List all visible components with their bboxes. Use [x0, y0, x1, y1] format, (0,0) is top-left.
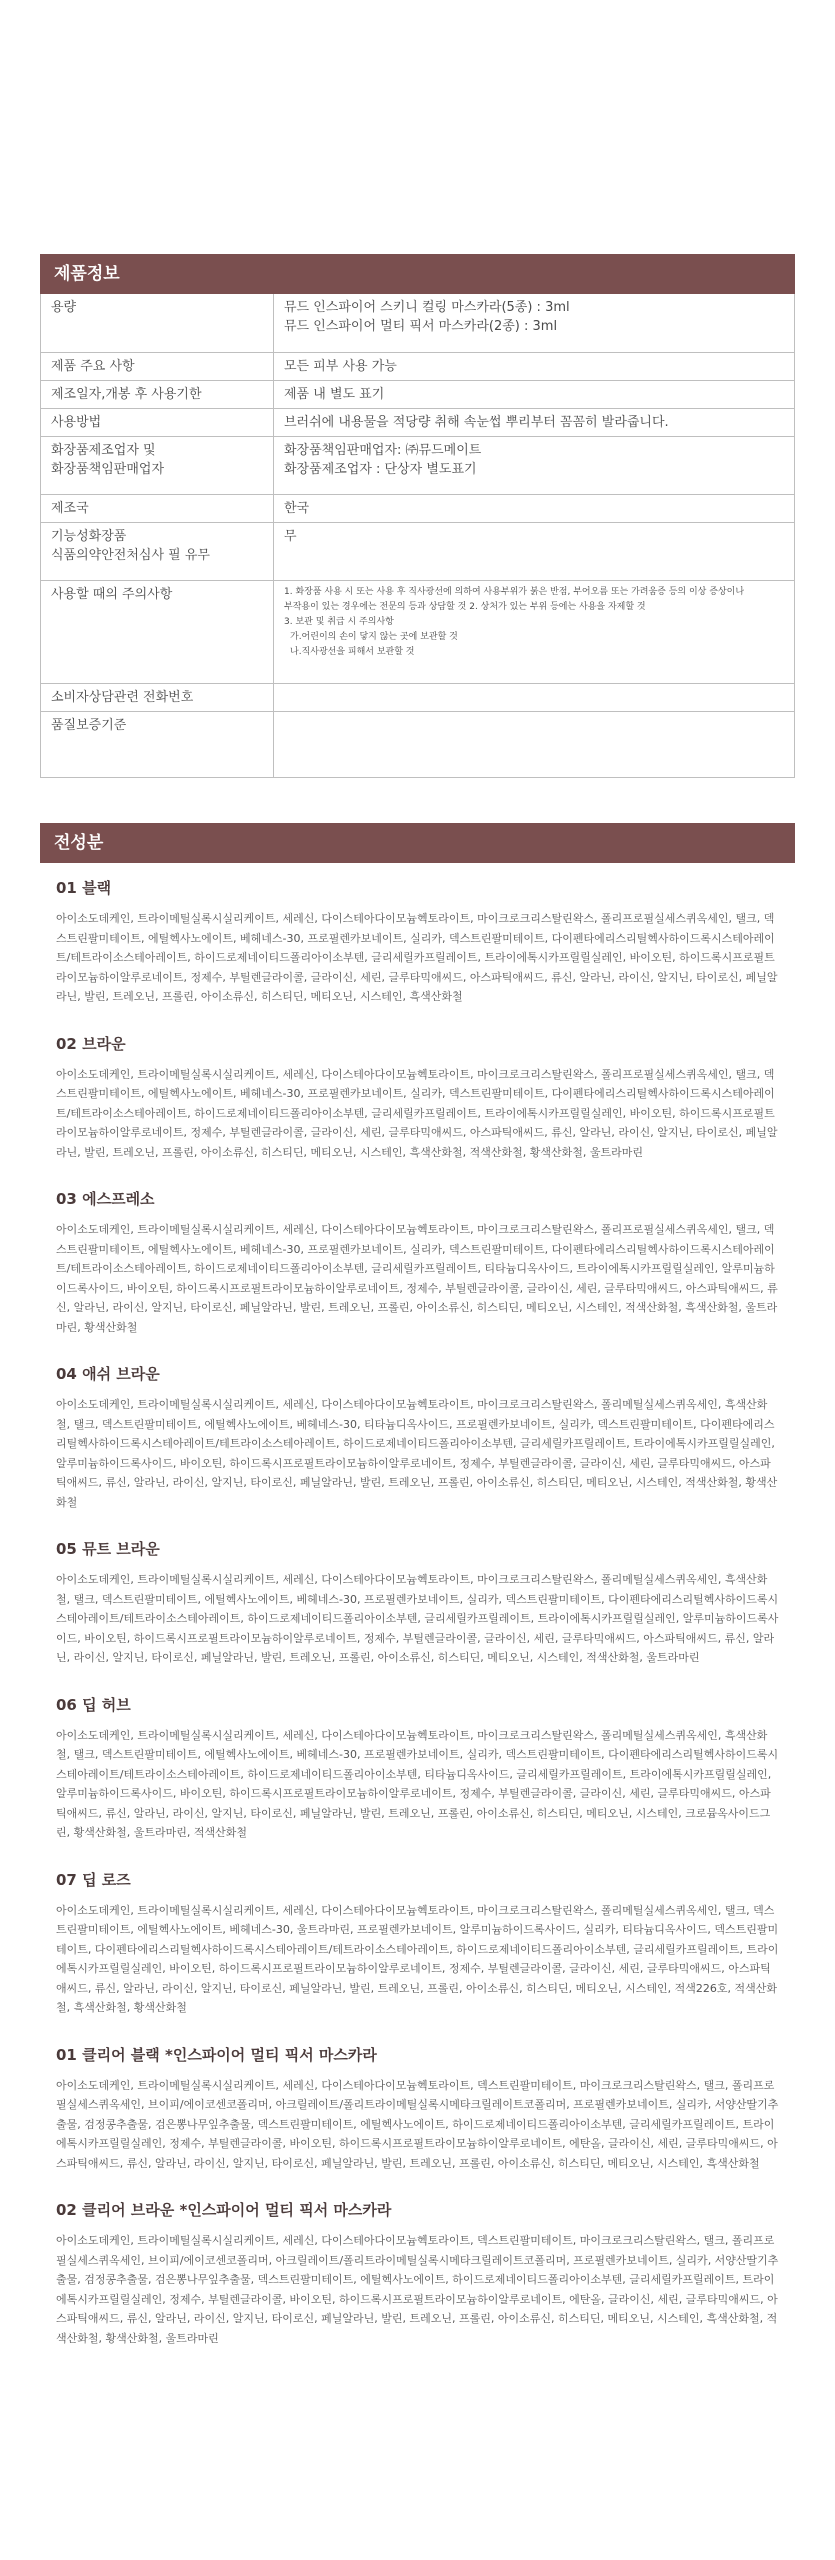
- info-label-line: 제조국: [51, 500, 89, 516]
- info-label: [41, 494, 274, 522]
- product-name: 01 클리어 블랙 *인스파이어 멀티 픽서 마스카라: [56, 2045, 377, 2064]
- ingredient-text: 아이소도데케인, 트라이메틸실록시실리케이트, 세레신, 다이스테아다이모늄헥토라이트, 마이크로크리스탈린왁스, 폴리메틸실세스퀴옥세인, 탤크, 덱스트린팔미테이트, 에틸헥사노에이트, 베헤네스-30, 울트라마린, 프로필렌카보네이트, 알루미늄하이드록사이드, 실리카, 티타늄디옥사이드, 덱스트린팔미테이트, 다이펜타에리스리틸헥사하이드록시스테아레이트/테트라이소스테아레이트, 하이드로제네이티드폴리아이소부텐, 글리세릴카프릴레이트, 트라이에톡시카프릴릴실레인, 바이오틴, 하이드록시프로필트라이모늄하이알루로네이트, 정제수, 부틸렌글라이콜, 글라이신, 세린, 글루타믹애씨드, 아스파틱애씨드, 류신, 알라닌, 라이신, 알지닌, 타이로신, 페닐알라닌, 발린, 트레오닌, 프롤린, 아이소류신, 히스티딘, 메티오닌, 시스테인, 적색226호, 적색산화철, 흑색산화철, 황색산화철: [56, 1903, 779, 2014]
- info-label-line: 사용방법: [51, 414, 102, 430]
- ingredient-block: [56, 1363, 779, 1512]
- product-info-header: 제품정보: [40, 254, 795, 294]
- ingredient-text: 아이소도데케인, 트라이메틸실록시실리케이트, 세레신, 다이스테아다이모늄헥토라이트, 마이크로크리스탈린왁스, 폴리프로필실세스퀴옥세인, 탤크, 덱스트린팔미테이트, 에틸헥사노에이트, 베헤네스-30, 프로필렌카보네이트, 실리카, 덱스트린팔미테이트, 다이펜타에리스리틸헥사하이드록시스테아레이트/테트라이소스테아레이트, 하이드로제네이티드폴리아이소부텐, 글리세릴카프릴레이트, 티타늄디옥사이드, 트라이에톡시카프릴릴실레인, 알루미늄하이드록사이드, 바이오틴, 하이드록시프로필트라이모늄하이알루로네이트, 정제수, 부틸렌글라이콜, 글라이신, 세린, 글루타믹애씨드, 아스파틱애씨드, 류신, 알라닌, 라이신, 알지닌, 타이로신, 페닐알라닌, 발린, 트레오닌, 프롤린, 아이소류신, 히스티딘, 메티오닌, 시스테인, 적색산화철, 흑색산화철, 울트라마린, 황색산화철: [56, 1223, 778, 1334]
- info-row: [41, 294, 795, 352]
- info-label: [41, 711, 274, 777]
- info-label: [41, 683, 274, 711]
- ingredient-text: 아이소도데케인, 트라이메틸실록시실리케이트, 세레신, 다이스테아다이모늄헥토라이트, 덱스트린팔미테이트, 마이크로크리스탈린왁스, 탤크, 폴리프로필실세스퀴옥세인, 브이피/에이코센코폴리머, 아크릴레이트/폴리트라이메틸실록시메타크릴레이트코폴리머, 프로필렌카보네이트, 실리카, 서양산딸기추출물, 검정콩추출물, 검은뽕나무잎추출물, 덱스트린팔미테이트, 에틸헥사노에이트, 하이드로제네이티드폴리아이소부텐, 글리세릴카프릴레이트, 트라이에톡시카프릴릴실레인, 정제수, 부틸렌글라이콜, 바이오틴, 하이드록시프로필트라이모늄하이알루로네이트, 에탄올, 글라이신, 세린, 글루타믹애씨드, 아스파틱애씨드, 류신, 알라닌, 라이신, 알지닌, 타이로신, 페닐알라닌, 발린, 트레오닌, 프롤린, 아이소류신, 히스티딘, 메티오닌, 시스테인, 흑색산화철: [56, 2078, 779, 2170]
- info-value-line: 뮤드 인스파이어 스키니 컬링 마스카라(5종) : 3ml: [284, 300, 570, 315]
- info-value: [274, 683, 795, 711]
- info-label-line: 사용할 때의 주의사항: [51, 586, 173, 602]
- info-value-line: 브러쉬에 내용물을 적당량 취해 속눈썹 뿌리부터 꼼꼼히 발라줍니다.: [284, 414, 669, 430]
- info-value: [274, 408, 795, 436]
- ingredient-block: [56, 2199, 779, 2348]
- info-label-line: 화장품책임판매업자: [51, 461, 165, 477]
- info-row: [41, 522, 795, 580]
- ingredient-text: 아이소도데케인, 트라이메틸실록시실리케이트, 세레신, 다이스테아다이모늄헥토라이트, 마이크로크리스탈린왁스, 폴리메틸실세스퀴옥세인, 흑색산화철, 탤크, 덱스트린팔미테이트, 에틸헥사노에이트, 베헤네스-30, 프로필렌카보네이트, 실리카, 덱스트린팔미테이트, 다이펜타에리스리틸헥사하이드록시스테아레이트/테트라이소스테아레이트, 하이드로제네이티드폴리아이소부텐, 글리세릴카프릴레이트, 트라이에톡시카프릴릴실레인, 알루미늄하이드록사이드, 바이오틴, 하이드록시프로필트라이모늄하이알루로네이트, 정제수, 부틸렌글라이콜, 글라이신, 세린, 글루타믹애씨드, 아스파틱애씨드, 류신, 알라닌, 라이신, 알지닌, 타이로신, 페닐알라닌, 발린, 트레오닌, 프롤린, 아이소류신, 히스티딘, 메티오닌, 시스테인, 적색산화철, 울트라마린: [56, 1573, 779, 1664]
- info-value: [274, 352, 795, 380]
- info-value: [274, 711, 795, 777]
- info-row: [41, 352, 795, 380]
- info-row: [41, 683, 795, 711]
- info-value: [274, 294, 795, 352]
- product-name: 07 딥 로즈: [56, 1870, 131, 1889]
- info-value-line: 나.직사광선을 피해서 보관할 것: [290, 646, 415, 657]
- product-name: 03 에스프레소: [56, 1190, 155, 1208]
- info-label-line: 용량: [51, 300, 77, 315]
- info-value-line: 3. 보관 및 취급 시 주의사항: [284, 616, 394, 627]
- info-label: [41, 436, 274, 494]
- info-row: [41, 380, 795, 408]
- info-value: [274, 436, 795, 494]
- product-name: 05 뮤트 브라운: [56, 1540, 160, 1558]
- ingredient-block: [56, 877, 779, 1007]
- info-value: [274, 522, 795, 580]
- info-label-line: 품질보증기준: [51, 717, 127, 733]
- info-value-line: 무: [284, 528, 297, 544]
- info-label: [41, 352, 274, 380]
- product-name: 02 클리어 브라운 *인스파이어 멀티 픽서 마스카라: [56, 2201, 392, 2219]
- info-label-line: 제조일자,개봉 후 사용기한: [51, 386, 202, 402]
- info-value-line: 화장품책임판매업자: ㈜뮤드메이트: [284, 442, 482, 458]
- info-value: [274, 580, 795, 683]
- ingredient-block: [56, 1033, 779, 1163]
- info-label: [41, 408, 274, 436]
- info-row: [41, 494, 795, 522]
- ingredient-text: 아이소도데케인, 트라이메틸실록시실리케이트, 세레신, 다이스테아다이모늄헥토라이트, 마이크로크리스탈린왁스, 폴리프로필실세스퀴옥세인, 탤크, 덱스트린팔미테이트, 에틸헥사노에이트, 베헤네스-30, 프로필렌카보네이트, 실리카, 덱스트린팔미테이트, 다이펜타에리스리틸헥사하이드록시스테아레이트/테트라이소스테아레이트, 하이드로제네이티드폴리아이소부텐, 글리세릴카프릴레이트, 트라이에톡시카프릴릴실레인, 바이오틴, 하이드록시프로필트라이모늄하이알루로네이트, 정제수, 부틸렌글라이콜, 글라이신, 세린, 글루타믹애씨드, 아스파틱애씨드, 류신, 알라닌, 라이신, 알지닌, 타이로신, 페닐알라닌, 발린, 트레오닌, 프롤린, 아이소류신, 히스티딘, 메티오닌, 시스테인, 흑색산화철, 적색산화철, 황색산화철, 울트라마린: [56, 1067, 778, 1159]
- info-label: [41, 294, 274, 352]
- info-value-line: 제품 내 별도 표기: [284, 386, 385, 402]
- info-value-line: 1. 화장품 사용 시 또는 사용 후 직사광선에 의하여 사용부위가 붉은 반점, 부어오름 또는 가려움증 등의 이상 증상이나: [284, 586, 745, 597]
- product-name: 06 딥 허브: [56, 1695, 131, 1714]
- info-label: [41, 380, 274, 408]
- info-value-line: 뮤드 인스파이어 멀티 픽서 마스카라(2종) : 3ml: [284, 319, 558, 334]
- info-label-line: 기능성화장품: [51, 528, 127, 544]
- info-value-line: 한국: [284, 500, 310, 516]
- info-label-line: 식품의약안전처심사 필 유무: [51, 547, 210, 563]
- ingredient-text: 아이소도데케인, 트라이메틸실록시실리케이트, 세레신, 다이스테아다이모늄헥토라이트, 덱스트린팔미테이트, 마이크로크리스탈린왁스, 탤크, 폴리프로필실세스퀴옥세인, 브이피/에이코센코폴리머, 아크릴레이트/폴리트라이메틸실록시메타크릴레이트코폴리머, 프로필렌카보네이트, 실리카, 서양산딸기추출물, 검정콩추출물, 검은뽕나무잎추출물, 덱스트린팔미테이트, 에틸헥사노에이트, 하이드로제네이티드폴리아이소부텐, 글리세릴카프릴레이트, 트라이에톡시카프릴릴실레인, 정제수, 부틸렌글라이콜, 바이오틴, 하이드록시프로필트라이모늄하이알루로네이트, 에탄올, 글라이신, 세린, 글루타믹애씨드, 아스파틱애씨드, 류신, 알라닌, 라이신, 알지닌, 타이로신, 페닐알라닌, 발린, 트레오닌, 프롤린, 아이소류신, 히스티딘, 메티오닌, 시스테인, 흑색산화철, 적색산화철, 황색산화철, 울트라마린: [56, 2234, 779, 2345]
- info-value-line: 부작용이 있는 경우에는 전문의 등과 상담할 것 2. 상처가 있는 부위 등에는 사용을 자제할 것: [284, 601, 646, 612]
- info-value: [274, 494, 795, 522]
- ingredient-block: [56, 2044, 779, 2174]
- ingredient-block: [56, 1869, 779, 2018]
- ingredients-header: 전성분: [40, 823, 795, 863]
- ingredient-text: 아이소도데케인, 트라이메틸실록시실리케이트, 세레신, 다이스테아다이모늄헥토라이트, 마이크로크리스탈린왁스, 폴리프로필실세스퀴옥세인, 탤크, 덱스트린팔미테이트, 에틸헥사노에이트, 베헤네스-30, 프로필렌카보네이트, 실리카, 덱스트린팔미테이트, 다이펜타에리스리틸헥사하이드록시스테아레이트/테트라이소스테아레이트, 하이드로제네이티드폴리아이소부텐, 글리세릴카프릴레이트, 트라이에톡시카프릴릴실레인, 바이오틴, 하이드록시프로필트라이모늄하이알루로네이트, 정제수, 부틸렌글라이콜, 글라이신, 세린, 글루타믹애씨드, 아스파틱애씨드, 류신, 알라닌, 라이신, 알지닌, 타이로신, 페닐알라닌, 발린, 트레오닌, 프롤린, 아이소류신, 히스티딘, 메티오닌, 시스테인, 흑색산화철: [56, 912, 778, 1003]
- info-value-line: 가.어린이의 손이 닿지 않는 곳에 보관할 것: [290, 631, 458, 642]
- ingredient-block: [56, 1188, 779, 1337]
- info-row: [41, 711, 795, 777]
- info-value-line: 화장품제조업자 : 단상자 별도표기: [284, 461, 477, 477]
- info-value-line: 모든 피부 사용 가능: [284, 358, 397, 374]
- product-name: 04 애쉬 브라운: [56, 1365, 160, 1383]
- ingredients-list: [40, 863, 795, 2374]
- product-name: 02 브라운: [56, 1034, 126, 1053]
- info-label: [41, 522, 274, 580]
- ingredient-text: 아이소도데케인, 트라이메틸실록시실리케이트, 세레신, 다이스테아다이모늄헥토라이트, 마이크로크리스탈린왁스, 폴리메틸실세스퀴옥세인, 흑색산화철, 탤크, 덱스트린팔미테이트, 에틸헥사노에이트, 베헤네스-30, 티타늄디옥사이드, 프로필렌카보네이트, 실리카, 덱스트린팔미테이트, 다이펜타에리스리틸헥사하이드록시스테아레이트/테트라이소스테아레이트, 하이드로제네이티드폴리아이소부텐, 글리세릴카프릴레이트, 트라이에톡시카프릴릴실레인, 알루미늄하이드록사이드, 바이오틴, 하이드록시프로필트라이모늄하이알루로네이트, 정제수, 부틸렌글라이콜, 글라이신, 세린, 글루타믹애씨드, 아스파틱애씨드, 류신, 알라닌, 라이신, 알지닌, 타이로신, 페닐알라닌, 발린, 트레오닌, 프롤린, 아이소류신, 히스티딘, 메티오닌, 시스테인, 적색산화철, 황색산화철: [56, 1398, 778, 1509]
- product-info-table: [40, 294, 795, 778]
- info-label-line: 화장품제조업자 및: [51, 442, 156, 458]
- info-label-line: 제품 주요 사항: [51, 358, 135, 374]
- ingredient-block: [56, 1538, 779, 1668]
- ingredient-block: [56, 1694, 779, 1843]
- product-name: 01 블랙: [56, 879, 112, 897]
- info-value: [274, 380, 795, 408]
- info-label: [41, 580, 274, 683]
- info-row: [41, 580, 795, 683]
- ingredient-text: 아이소도데케인, 트라이메틸실록시실리케이트, 세레신, 다이스테아다이모늄헥토라이트, 마이크로크리스탈린왁스, 폴리메틸실세스퀴옥세인, 흑색산화철, 탤크, 덱스트린팔미테이트, 에틸헥사노에이트, 베헤네스-30, 프로필렌카보네이트, 실리카, 덱스트린팔미테이트, 다이펜타에리스리틸헥사하이드록시스테아레이트/테트라이소스테아레이트, 하이드로제네이티드폴리아이소부텐, 티타늄디옥사이드, 글리세릴카프릴레이트, 트라이에톡시카프릴릴실레인, 알루미늄하이드록사이드, 바이오틴, 하이드록시프로필트라이모늄하이알루로네이트, 정제수, 부틸렌글라이콜, 글라이신, 세린, 글루타믹애씨드, 아스파틱애씨드, 류신, 알라닌, 라이신, 알지닌, 타이로신, 페닐알라닌, 발린, 트레오닌, 프롤린, 아이소류신, 히스티딘, 메티오닌, 시스테인, 크로뮴옥사이드그린, 황색산화철, 울트라마린, 적색산화철: [56, 1728, 779, 1839]
- info-row: [41, 408, 795, 436]
- info-label-line: 소비자상담관련 전화번호: [51, 689, 194, 705]
- info-row: [41, 436, 795, 494]
